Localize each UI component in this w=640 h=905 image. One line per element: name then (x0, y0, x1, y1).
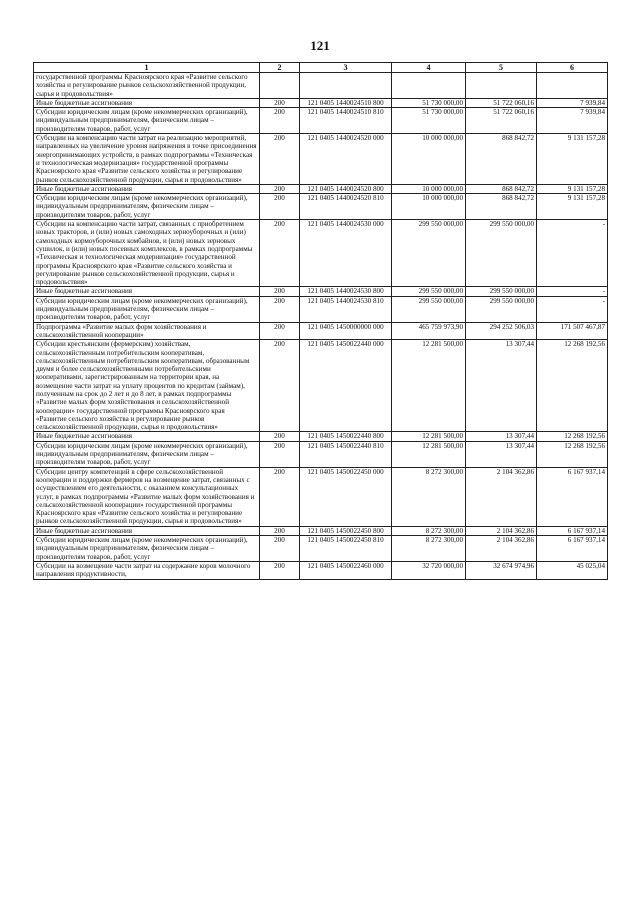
remaining-amount-cell: 6 167 937,14 (537, 467, 608, 526)
table-row (34, 98, 608, 107)
kbk-cell: 121 0405 1450022440 000 (300, 340, 392, 432)
executed-amount-cell: 2 104 362,86 (466, 536, 537, 562)
remaining-amount-cell: - (537, 220, 608, 287)
approved-amount-cell: 465 759 973,90 (392, 322, 466, 340)
column-header: 3 (300, 63, 392, 73)
table-row (34, 467, 608, 526)
code-cell: 200 (260, 296, 300, 322)
code-cell: 200 (260, 432, 300, 441)
kbk-cell (300, 73, 392, 99)
executed-amount-cell: 2 104 362,86 (466, 526, 537, 535)
budget-table (33, 62, 608, 580)
kbk-cell: 121 0405 1450022450 800 (300, 526, 392, 535)
kbk-cell: 121 0405 1450022450 810 (300, 536, 392, 562)
code-cell: 200 (260, 536, 300, 562)
code-cell: 200 (260, 134, 300, 185)
description-cell: Субсидии юридическим лицам (кроме некоммерческих организаций), индивидуальным предпринимателям, физическим лицам – производителям товаров, работ, услуг (34, 441, 260, 467)
kbk-cell: 121 0405 1450022460 000 (300, 561, 392, 579)
remaining-amount-cell: 9 131 157,28 (537, 134, 608, 185)
remaining-amount-cell: 6 167 937,14 (537, 526, 608, 535)
approved-amount-cell: 51 730 000,00 (392, 108, 466, 134)
code-cell: 200 (260, 194, 300, 220)
description-cell: Иные бюджетные ассигнования (34, 526, 260, 535)
approved-amount-cell: 8 272 300,00 (392, 526, 466, 535)
remaining-amount-cell: 12 268 192,56 (537, 340, 608, 432)
table-row (34, 134, 608, 185)
table-row (34, 526, 608, 535)
remaining-amount-cell (537, 73, 608, 99)
approved-amount-cell: 32 720 000,00 (392, 561, 466, 579)
table-row (34, 432, 608, 441)
description-cell: Иные бюджетные ассигнования (34, 432, 260, 441)
executed-amount-cell: 13 307,44 (466, 441, 537, 467)
remaining-amount-cell: 6 167 937,14 (537, 536, 608, 562)
code-cell: 200 (260, 98, 300, 107)
executed-amount-cell: 299 550 000,00 (466, 220, 537, 287)
remaining-amount-cell: 12 268 192,56 (537, 432, 608, 441)
kbk-cell: 121 0405 1440024520 000 (300, 134, 392, 185)
executed-amount-cell: 32 674 974,96 (466, 561, 537, 579)
table-row (34, 536, 608, 562)
remaining-amount-cell: - (537, 296, 608, 322)
code-cell: 200 (260, 441, 300, 467)
kbk-cell: 121 0405 1450022450 000 (300, 467, 392, 526)
remaining-amount-cell: 171 507 467,87 (537, 322, 608, 340)
table-row (34, 184, 608, 193)
executed-amount-cell: 13 307,44 (466, 432, 537, 441)
description-cell: Субсидии юридическим лицам (кроме некоммерческих организаций), индивидуальным предпринимателям, физическим лицам – производителям товаров, работ, услуг (34, 194, 260, 220)
table-row (34, 108, 608, 134)
approved-amount-cell: 12 281 500,00 (392, 432, 466, 441)
executed-amount-cell: 51 722 060,16 (466, 98, 537, 107)
remaining-amount-cell: - (537, 287, 608, 296)
executed-amount-cell: 2 104 362,86 (466, 467, 537, 526)
table-row (34, 561, 608, 579)
description-cell: Субсидии крестьянским (фермерским) хозяйствам, сельскохозяйственным потребительским кооперативам, сельскохозяйственным потребительским кооперативам, образованным двумя и более сельскохозяйственными потребительскими кооперативами, зарегистрированным на территории края, на возмещение части затрат на уплату процентов по кредитам (займам), полученным на срок до 2 лет и до 8 лет, в рамках подпрограммы «Развитие малых форм хозяйствования и сельскохозяйственной кооперации» государственной программы Красноярского края «Развитие сельского хозяйства и регулирование рынков сельскохозяйственной продукции, сырья и продовольствия» (34, 340, 260, 432)
code-cell: 200 (260, 220, 300, 287)
kbk-cell: 121 0405 1440024520 810 (300, 194, 392, 220)
executed-amount-cell: 868 842,72 (466, 194, 537, 220)
description-cell: Субсидии на компенсацию части затрат, связанных с приобретением новых тракторов, и (или) новых самоходных зерноуборочных и (или) самоходных кормоуборочных комбайнов, и (или) новых зерновых сушилок, и (или) новых посевных комплексов, в рамках подпрограммы «Техническая и технологическая модернизация» государственной программы Красноярского края «Развитие сельского хозяйства и регулирование рынков сельскохозяйственной продукции, сырья и продовольствия» (34, 220, 260, 287)
executed-amount-cell: 868 842,72 (466, 184, 537, 193)
remaining-amount-cell: 45 025,04 (537, 561, 608, 579)
table-row (34, 441, 608, 467)
kbk-cell: 121 0405 1440024530 810 (300, 296, 392, 322)
approved-amount-cell: 51 730 000,00 (392, 98, 466, 107)
description-cell: Иные бюджетные ассигнования (34, 184, 260, 193)
approved-amount-cell: 299 550 000,00 (392, 220, 466, 287)
table-row (34, 340, 608, 432)
remaining-amount-cell: 7 939,84 (537, 108, 608, 134)
approved-amount-cell: 299 550 000,00 (392, 287, 466, 296)
approved-amount-cell: 299 550 000,00 (392, 296, 466, 322)
code-cell: 200 (260, 322, 300, 340)
description-cell: Субсидии на возмещение части затрат на содержание коров молочного направления продуктивности, (34, 561, 260, 579)
table-row (34, 287, 608, 296)
approved-amount-cell: 10 000 000,00 (392, 194, 466, 220)
table-row (34, 220, 608, 287)
executed-amount-cell: 299 550 000,00 (466, 287, 537, 296)
remaining-amount-cell: 12 268 192,56 (537, 441, 608, 467)
description-cell: Субсидии на компенсацию части затрат на реализацию мероприятий, направленных на увеличение уровня напряжения в точке присоединения энергопринимающих устройств, в рамках подпрограммы «Техническая и технологическая модернизация» государственной программы Красноярского края «Развитие сельского хозяйства и регулирование рынков сельскохозяйственной продукции, сырья и продовольствия» (34, 134, 260, 185)
table-header-row (34, 63, 608, 73)
kbk-cell: 121 0405 1440024520 800 (300, 184, 392, 193)
table-row (34, 322, 608, 340)
executed-amount-cell: 294 252 506,03 (466, 322, 537, 340)
remaining-amount-cell: 9 131 157,28 (537, 184, 608, 193)
column-header: 1 (34, 63, 260, 73)
description-cell: государственной программы Красноярского края «Развитие сельского хозяйства и регулирование рынков сельскохозяйственной продукции, сырья и продовольствия» (34, 73, 260, 99)
column-header: 4 (392, 63, 466, 73)
approved-amount-cell: 12 281 500,00 (392, 441, 466, 467)
code-cell: 200 (260, 467, 300, 526)
remaining-amount-cell: 9 131 157,28 (537, 194, 608, 220)
approved-amount-cell: 12 281 500,00 (392, 340, 466, 432)
description-cell: Подпрограмма «Развитие малых форм хозяйствования и сельскохозяйственной кооперации» (34, 322, 260, 340)
table-row (34, 73, 608, 99)
code-cell: 200 (260, 340, 300, 432)
code-cell: 200 (260, 108, 300, 134)
executed-amount-cell: 13 307,44 (466, 340, 537, 432)
description-cell: Субсидии юридическим лицам (кроме некоммерческих организаций), индивидуальным предпринимателям, физическим лицам – производителям товаров, работ, услуг (34, 108, 260, 134)
column-header: 2 (260, 63, 300, 73)
approved-amount-cell (392, 73, 466, 99)
column-header: 6 (537, 63, 608, 73)
executed-amount-cell: 868 842,72 (466, 134, 537, 185)
description-cell: Субсидии юридическим лицам (кроме некоммерческих организаций), индивидуальным предпринимателям, физическим лицам – производителям товаров, работ, услуг (34, 536, 260, 562)
kbk-cell: 121 0405 1450000000 000 (300, 322, 392, 340)
table-row (34, 296, 608, 322)
kbk-cell: 121 0405 1440024510 800 (300, 98, 392, 107)
code-cell: 200 (260, 184, 300, 193)
kbk-cell: 121 0405 1440024530 000 (300, 220, 392, 287)
remaining-amount-cell: 7 939,84 (537, 98, 608, 107)
description-cell: Субсидии центру компетенций в сфере сельскохозяйственной кооперации и поддержки фермеров на возмещение затрат, связанных с осуществлением его деятельности, с оказанием консультационных услуг, в рамках подпрограммы «Развитие малых форм хозяйствования и сельскохозяйственной кооперации» государственной программы Красноярского края «Развитие сельского хозяйства и регулирование рынков сельскохозяйственной продукции, сырья и продовольствия» (34, 467, 260, 526)
code-cell (260, 73, 300, 99)
executed-amount-cell (466, 73, 537, 99)
executed-amount-cell: 299 550 000,00 (466, 296, 537, 322)
page-number: 121 (310, 38, 330, 53)
code-cell: 200 (260, 526, 300, 535)
kbk-cell: 121 0405 1440024510 810 (300, 108, 392, 134)
kbk-cell: 121 0405 1440024530 800 (300, 287, 392, 296)
column-header: 5 (466, 63, 537, 73)
code-cell: 200 (260, 561, 300, 579)
approved-amount-cell: 8 272 300,00 (392, 467, 466, 526)
approved-amount-cell: 10 000 000,00 (392, 184, 466, 193)
table-row (34, 194, 608, 220)
approved-amount-cell: 8 272 300,00 (392, 536, 466, 562)
kbk-cell: 121 0405 1450022440 800 (300, 432, 392, 441)
approved-amount-cell: 10 000 000,00 (392, 134, 466, 185)
executed-amount-cell: 51 722 060,16 (466, 108, 537, 134)
description-cell: Иные бюджетные ассигнования (34, 98, 260, 107)
description-cell: Иные бюджетные ассигнования (34, 287, 260, 296)
description-cell: Субсидии юридическим лицам (кроме некоммерческих организаций), индивидуальным предпринимателям, физическим лицам – производителям товаров, работ, услуг (34, 296, 260, 322)
kbk-cell: 121 0405 1450022440 810 (300, 441, 392, 467)
code-cell: 200 (260, 287, 300, 296)
